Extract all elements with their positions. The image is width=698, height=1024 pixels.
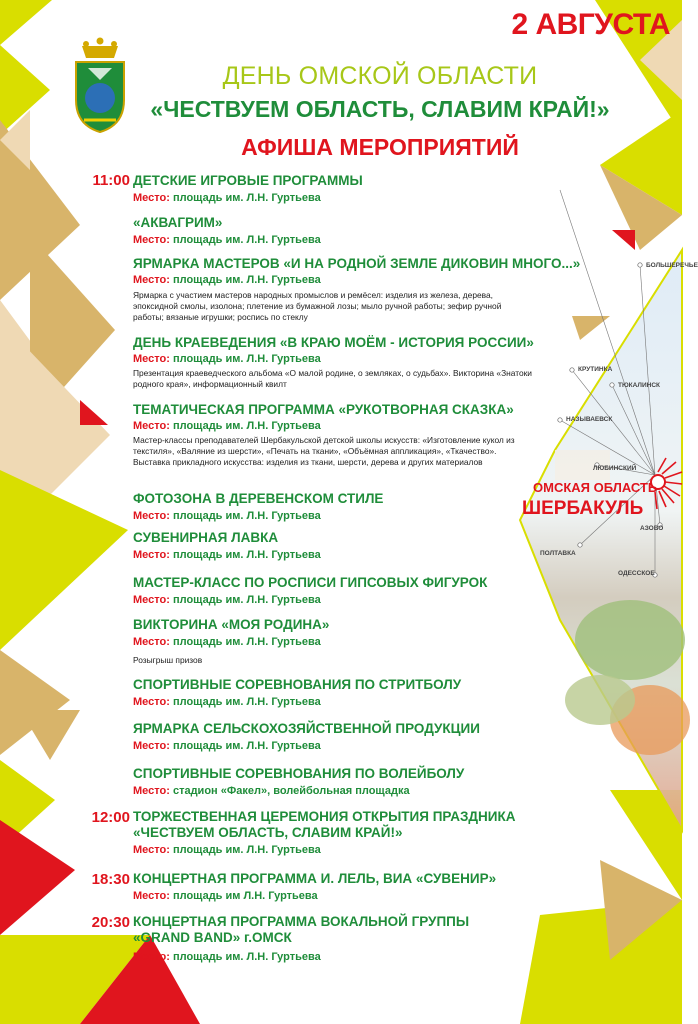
place-label: Место: — [133, 274, 170, 286]
event-title: СПОРТИВНЫЕ СОРЕВНОВАНИЯ ПО СТРИТБОЛУ — [133, 677, 462, 692]
place-label: Место: — [133, 890, 170, 902]
map-region-label: ОМСКАЯ ОБЛАСТЬ — [533, 480, 658, 495]
event-title: ФОТОЗОНА В ДЕРЕВЕНСКОМ СТИЛЕ — [133, 491, 384, 506]
place-value: площадь им. Л.Н. Гуртьева — [172, 594, 321, 606]
event-title: ДЕНЬ КРАЕВЕДЕНИЯ «В КРАЮ МОЁМ - ИСТОРИЯ РОССИИ» — [133, 335, 534, 350]
event-time: 18:30 — [91, 871, 130, 888]
event-place — [133, 635, 603, 649]
poster-title: ДЕНЬ ОМСКОЙ ОБЛАСТИ — [222, 62, 538, 90]
place-value: площадь им. Л.Н. Гуртьева — [172, 353, 321, 365]
place-label: Место: — [133, 696, 170, 708]
event-place — [133, 273, 603, 287]
poster-subtitle: АФИША МЕРОПРИЯТИЙ — [241, 134, 519, 160]
event-title: КОНЦЕРТНАЯ ПРОГРАММА ВОКАЛЬНОЙ ГРУППЫ «GRAND BAND» г.ОМСК — [133, 914, 470, 945]
place-value: площадь им. Л.Н. Гуртьева — [172, 740, 321, 752]
place-label: Место: — [133, 844, 170, 856]
place-value: площадь им. Л.Н. Гуртьева — [172, 951, 321, 963]
map-place-label: ОДЕССКОЕ — [618, 570, 655, 577]
event-title: ТОРЖЕСТВЕННАЯ ЦЕРЕМОНИЯ ОТКРЫТИЯ ПРАЗДНИКА «ЧЕСТВУЕМ ОБЛАСТЬ, СЛАВИМ КРАЙ!» — [133, 809, 516, 840]
event-place — [133, 695, 603, 709]
place-label: Место: — [133, 636, 170, 648]
event-place — [133, 889, 603, 903]
place-label: Место: — [133, 353, 170, 365]
place-value: площадь им. Л.Н. Гуртьева — [172, 636, 321, 648]
place-label: Место: — [133, 740, 170, 752]
event-place — [133, 352, 603, 366]
event-place — [133, 509, 603, 523]
event-place — [133, 419, 603, 433]
event-description: Мастер-классы преподавателей Шербакульской детской школы искусств: «Изготовление кукол из текстиля», «Валяние из шерсти», «Печать на ткани», «Объёмная аппликация», «Ткачество». Выставка прикладного искусства: изделия из ткани, шерсти, дерева и других материалов — [133, 435, 515, 467]
event-place — [133, 843, 603, 857]
event-place — [133, 233, 603, 247]
place-value: площадь им. Л.Н. Гуртьева — [172, 696, 321, 708]
event-title: ВИКТОРИНА «МОЯ РОДИНА» — [133, 617, 330, 632]
event-description: Розыгрыш призов — [133, 655, 203, 665]
event-place — [133, 191, 603, 205]
event-title: МАСТЕР-КЛАСС ПО РОСПИСИ ГИПСОВЫХ ФИГУРОК — [133, 575, 488, 590]
event-place — [133, 739, 603, 753]
event-time: 12:00 — [91, 809, 130, 826]
place-value: площадь им. Л.Н. Гуртьева — [172, 274, 321, 286]
event-title: СПОРТИВНЫЕ СОРЕВНОВАНИЯ ПО ВОЛЕЙБОЛУ — [133, 766, 465, 781]
event-time: 20:30 — [91, 914, 130, 931]
place-label: Место: — [133, 234, 170, 246]
place-value: площадь им. Л.Н. Гуртьева — [172, 510, 321, 522]
place-value: площадь им. Л.Н. Гуртьева — [172, 420, 321, 432]
map-place-label: БОЛЬШЕРЕЧЬЕ — [646, 262, 698, 269]
map-place-label: ТЮКАЛИНСК — [618, 382, 661, 389]
place-label: Место: — [133, 549, 170, 561]
place-label: Место: — [133, 192, 170, 204]
event-place — [133, 784, 603, 798]
poster-slogan: «ЧЕСТВУЕМ ОБЛАСТЬ, СЛАВИМ КРАЙ!» — [150, 96, 610, 122]
place-label: Место: — [133, 420, 170, 432]
place-value: площадь им. Л.Н. Гуртьева — [172, 549, 321, 561]
place-value: площадь им. Л.Н. Гуртьева — [172, 234, 321, 246]
map-place-label: ПОЛТАВКА — [540, 550, 576, 557]
event-date: 2 АВГУСТА — [511, 8, 670, 41]
place-label: Место: — [133, 785, 170, 797]
place-value: площадь им. Л.Н. Гуртьева — [172, 844, 321, 856]
event-description: Ярмарка с участием мастеров народных промыслов и ремёсел: изделия из железа, дерева, эпоксидной смолы, изолона; плетение из бумажной лозы; мыло ручной работы; зефир ручной работы; вязаные игрушки; роспись по стеклу — [133, 290, 502, 322]
event-title: СУВЕНИРНАЯ ЛАВКА — [133, 530, 279, 545]
map-place-label: КРУТИНКА — [578, 366, 613, 373]
map-city-label: ШЕРБАКУЛЬ — [522, 498, 644, 519]
event-place — [133, 593, 603, 607]
event-place — [133, 548, 603, 562]
map-place-label: АЗОВО — [640, 525, 664, 532]
event-title: ТЕМАТИЧЕСКАЯ ПРОГРАММА «РУКОТВОРНАЯ СКАЗКА» — [133, 402, 514, 417]
place-value: стадион «Факел», волейбольная площадка — [172, 785, 410, 797]
event-title: ДЕТСКИЕ ИГРОВЫЕ ПРОГРАММЫ — [133, 173, 363, 188]
event-description: Презентация краеведческого альбома «О малой родине, о земляках, о судьбах». Викторина «Знатоки родного края», информационный квилт — [133, 368, 532, 389]
event-title: ЯРМАРКА СЕЛЬСКОХОЗЯЙСТВЕННОЙ ПРОДУКЦИИ — [133, 721, 480, 736]
event-title: «АКВАГРИМ» — [133, 215, 223, 230]
event-title: КОНЦЕРТНАЯ ПРОГРАММА И. ЛЕЛЬ, ВИА «СУВЕНИР» — [133, 871, 497, 886]
event-time: 11:00 — [92, 172, 130, 189]
place-label: Место: — [133, 594, 170, 606]
map-place-label: НАЗЫВАЕВСК — [566, 416, 613, 423]
event-title: ЯРМАРКА МАСТЕРОВ «И НА РОДНОЙ ЗЕМЛЕ ДИКОВИН МНОГО...» — [133, 256, 581, 271]
place-value: площадь им Л.Н. Гуртьева — [172, 890, 318, 902]
event-place — [133, 950, 603, 964]
place-label: Место: — [133, 951, 170, 963]
place-label: Место: — [133, 510, 170, 522]
map-place-label: ЛЮБИНСКИЙ — [593, 465, 637, 472]
place-value: площадь им. Л.Н. Гуртьева — [172, 192, 321, 204]
